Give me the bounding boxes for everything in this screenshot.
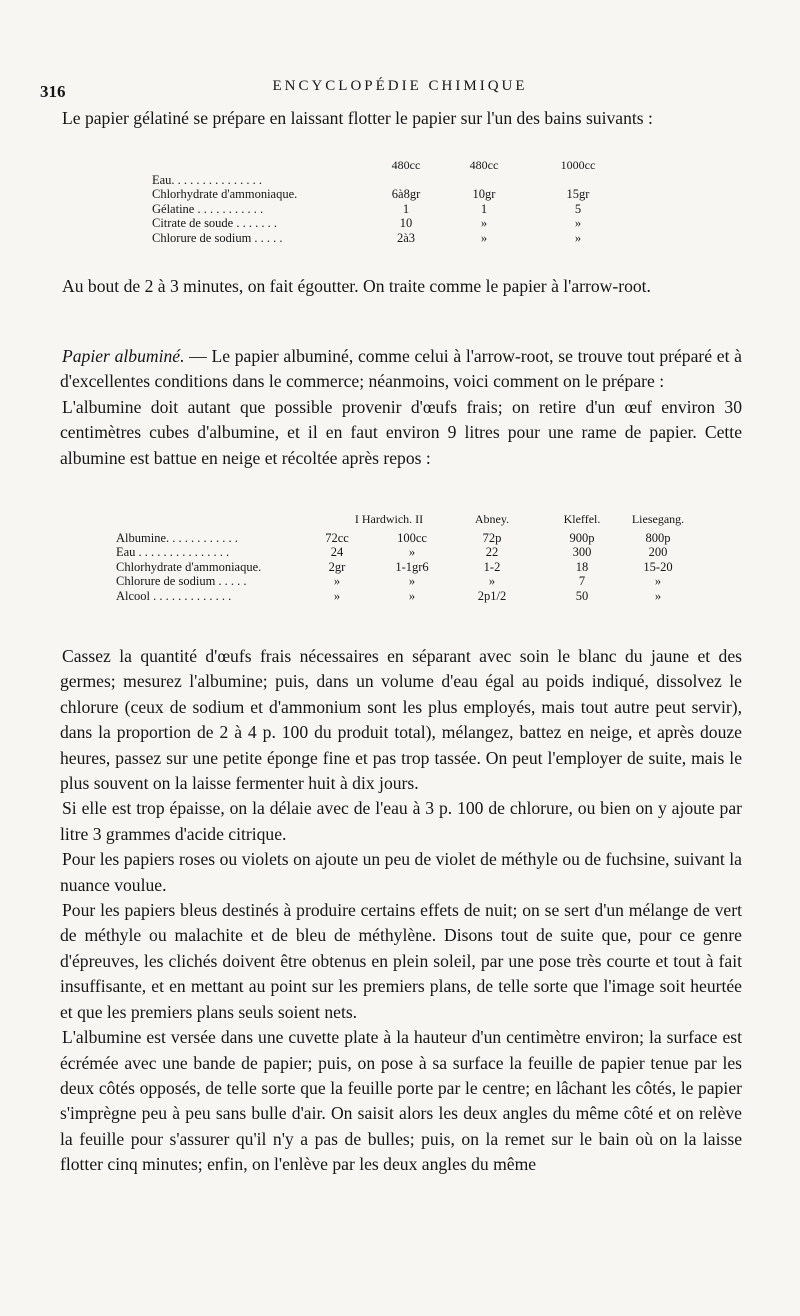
running-title: ENCYCLOPÉDIE CHIMIQUE [272, 78, 528, 94]
table-cell: 22 [485, 545, 499, 560]
paragraph: Cassez la quantité d'œufs frais nécessaires en séparant avec soin le blanc du jaune et des germes; mesurez l'albumine; puis, dans un volume d'eau égal au poids indiqué, dissolvez le chlorure (ceux de sodium et d'ammonium sont les plus employés, mais tout autre peut servir), dans la proportion de 2 à 4 p. 100 du produit total), mélangez, battez en neige, et après douze heures, passez sur une petite éponge fine et pas trop tassée. On peut l'employer de suite, mais le plus souvent on la laisse fermenter huit à dix jours. [60, 646, 742, 794]
table-row [116, 574, 716, 589]
paragraph: L'albumine est versée dans une cuvette plate à la hauteur d'un centimètre environ; la surface est écrémée avec une bande de papier; puis, on pose à sa surface la feuille de papier tenue par les deux côtés opposés, de telle sorte que la feuille porte par le centre; en lâchant les côtés, le papier s'imprègne peu à peu sans bulle d'air. On saisit alors les deux angles du même côté et on relève la feuille pour s'assurer qu'il n'y a pas de bulles; puis, on la remet sur le bain où on la laisse flotter cinq minutes; enfin, on l'enlève par les deux angles du même [60, 1027, 742, 1175]
paragraph [60, 344, 742, 395]
column-header: Liesegang. [631, 512, 685, 526]
row-label: Alcool . . . . . . . . . . . . . [116, 588, 232, 603]
row-label: Eau. . . . . . . . . . . . . . . [152, 172, 263, 187]
table-cell: » [408, 588, 416, 603]
table-row [152, 202, 612, 217]
column-header: 480cc [391, 158, 421, 172]
table-cell: 2à3 [396, 230, 416, 245]
table-cell: » [333, 588, 341, 603]
table-row [116, 589, 716, 604]
table-row [116, 531, 716, 546]
paragraph: Pour les papiers bleus destinés à produire certains effets de nuit; on se sert d'un mélange de vert de méthyle ou malachite et de bleu de méthylène. Disons tout de suite que, pour ce genre d'épreuves, les clichés doivent être obtenus en plein soleil, par une pose très courte et tout à fait insuffisante, et en mettant au point sur les premiers plans, de telle sorte que l'image soit heurtée et que les premiers plans seuls soient nets. [60, 900, 742, 1022]
table-header-row [116, 512, 716, 527]
table-cell: 72cc [325, 530, 349, 545]
section-title: Papier albuminé. [62, 346, 185, 366]
table-cell: » [654, 588, 662, 603]
paragraph: Pour les papiers roses ou violets on ajoute un peu de violet de méthyle ou de fuchsine, suivant la nuance voulue. [60, 849, 742, 895]
column-header: I Hardwich. II [354, 512, 424, 526]
table-cell: 24 [330, 545, 344, 560]
paragraph: Au bout de 2 à 3 minutes, on fait égoutter. On traite comme le papier à l'arrow-root. [62, 276, 651, 296]
row-label: Citrate de soude . . . . . . . [152, 216, 277, 231]
table-cell: 900p [569, 530, 595, 545]
table-cell: » [488, 574, 496, 589]
table-cell: 72p [482, 530, 502, 545]
table-cell: 2p1/2 [477, 588, 507, 603]
table-cell: 800p [645, 530, 671, 545]
table-row [116, 560, 716, 575]
table-cell: 7 [578, 574, 586, 589]
table-cell: 2gr [328, 559, 346, 574]
column-header: 1000cc [560, 158, 596, 172]
table-row [152, 173, 612, 188]
paragraph-text: — Le papier albuminé, comme celui à l'arrow-root, se trouve tout préparé et à d'excellentes conditions dans le commerce; néanmoins, voici comment on le prépare : [60, 346, 742, 392]
table-row [152, 231, 612, 246]
table-cell: 1 [480, 201, 488, 216]
table-cell: » [408, 574, 416, 589]
page-number: 316 [40, 82, 66, 101]
table-cell: 50 [575, 588, 589, 603]
paragraph-papier-albumine [60, 344, 742, 471]
table-row [152, 187, 612, 202]
table-cell: 1-2 [483, 559, 501, 574]
table-cell: » [654, 574, 662, 589]
table-cell: 15gr [566, 187, 590, 202]
table-cell: » [333, 574, 341, 589]
table-cell: 10 [399, 216, 413, 231]
table-cell: 15-20 [643, 559, 673, 574]
row-label: Gélatine . . . . . . . . . . . [152, 201, 264, 216]
paragraph-block-preparation [60, 644, 742, 1178]
row-label: Chlorure de sodium . . . . . [152, 230, 283, 245]
table-cell: » [408, 545, 416, 560]
table-cell: 10gr [472, 187, 496, 202]
table-cell: 200 [648, 545, 668, 560]
table-row [116, 545, 716, 560]
table-cell: 300 [572, 545, 592, 560]
table-cell: 100cc [397, 530, 427, 545]
table-albumine-formulas [116, 512, 716, 604]
table-cell: 5 [574, 201, 582, 216]
paragraph: Si elle est trop épaisse, on la délaie avec de l'eau à 3 p. 100 de chlorure, ou bien on y ajoute par litre 3 grammes d'acide citrique. [60, 798, 742, 844]
row-label: Chlorhydrate d'ammoniaque. [152, 187, 298, 202]
column-header: 480cc [469, 158, 499, 172]
table-cell: 6à8gr [391, 187, 421, 202]
row-label: Chlorhydrate d'ammoniaque. [116, 559, 262, 574]
row-label: Albumine. . . . . . . . . . . . [116, 530, 238, 545]
paragraph-egoutter [60, 274, 742, 299]
table-header-row [152, 158, 612, 173]
column-header: Kleffel. [563, 512, 601, 526]
paragraph-gelatine-intro [60, 106, 742, 131]
row-label: Eau . . . . . . . . . . . . . . . [116, 545, 230, 560]
table-cell: » [574, 230, 582, 245]
table-gelatine-baths [152, 158, 612, 246]
table-cell: » [480, 230, 488, 245]
table-cell: » [480, 216, 488, 231]
table-cell: 1-1gr6 [395, 559, 429, 574]
column-header: Abney. [474, 512, 510, 526]
table-cell: » [574, 216, 582, 231]
table-cell: 18 [575, 559, 589, 574]
paragraph: Le papier gélatiné se prépare en laissant flotter le papier sur l'un des bains suivants : [62, 108, 653, 128]
page-header [0, 76, 800, 106]
paragraph: L'albumine doit autant que possible provenir d'œufs frais; on retire d'un œuf environ 30 centimètres cubes d'albumine, et il en faut environ 9 litres pour une rame de papier. Cette albumine est battue en neige et récoltée après repos : [60, 396, 742, 468]
table-row [152, 216, 612, 231]
table-cell: 1 [402, 201, 410, 216]
row-label: Chlorure de sodium . . . . . [116, 574, 247, 589]
